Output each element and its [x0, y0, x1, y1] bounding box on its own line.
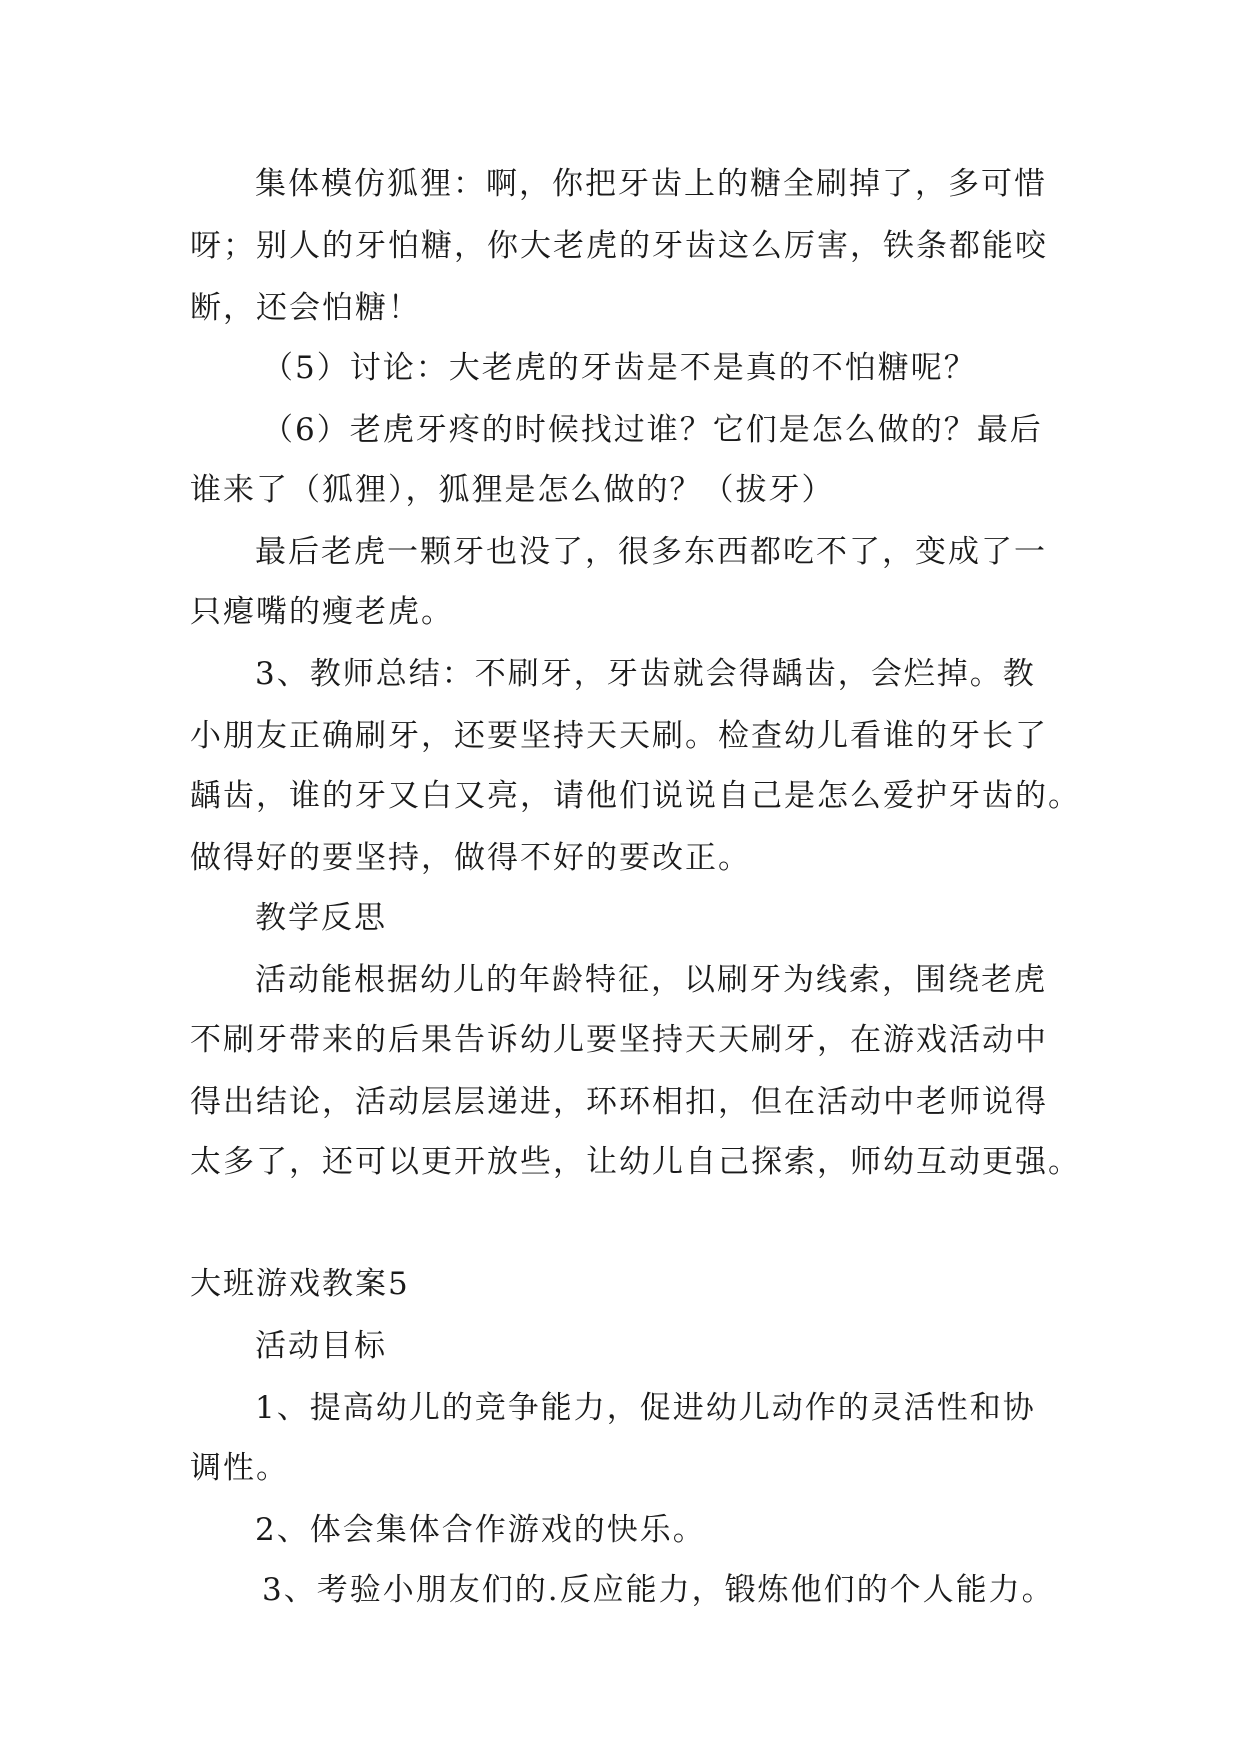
- text-line: 集体模仿狐狸：啊，你把牙齿上的糖全刷掉了，多可惜: [255, 166, 1047, 202]
- text-line: 做得好的要坚持，做得不好的要改正。: [190, 840, 751, 876]
- text-line: 调性。: [190, 1450, 289, 1486]
- text-line: 最后老虎一颗牙也没了，很多东西都吃不了，变成了一: [255, 534, 1047, 570]
- text-line: 呀；别人的牙怕糖，你大老虎的牙齿这么厉害，铁条都能咬: [190, 228, 1048, 264]
- text-line: 得出结论，活动层层递进，环环相扣，但在活动中老师说得: [190, 1084, 1048, 1120]
- section-heading: 活动目标: [255, 1328, 387, 1364]
- document-title: 大班游戏教案5: [190, 1266, 410, 1302]
- text-line: 不刷牙带来的后果告诉幼儿要坚持天天刷牙，在游戏活动中: [190, 1022, 1048, 1058]
- text-line: 谁来了（狐狸），狐狸是怎么做的？（拔牙）: [190, 472, 835, 508]
- text-line: 龋齿，谁的牙又白又亮，请他们说说自己是怎么爱护牙齿的。: [190, 778, 1081, 814]
- text-line: 小朋友正确刷牙，还要坚持天天刷。检查幼儿看谁的牙长了: [190, 718, 1048, 754]
- section-heading: 教学反思: [255, 900, 387, 936]
- text-line: 2、体会集体合作游戏的快乐。: [255, 1512, 706, 1548]
- text-line: 太多了，还可以更开放些，让幼儿自己探索，师幼互动更强。: [190, 1144, 1081, 1180]
- text-line: 1、提高幼儿的竞争能力，促进幼儿动作的灵活性和协: [255, 1390, 1036, 1426]
- text-line: 3、教师总结：不刷牙，牙齿就会得龋齿，会烂掉。教: [255, 656, 1036, 692]
- text-line: （5）讨论：大老虎的牙齿是不是真的不怕糖呢？: [262, 350, 977, 386]
- text-line: 断，还会怕糖！: [190, 290, 421, 326]
- text-line: 活动能根据幼儿的年龄特征，以刷牙为线索，围绕老虎: [255, 962, 1047, 998]
- text-line: 只瘪嘴的瘦老虎。: [190, 594, 454, 630]
- text-line: （6）老虎牙疼的时候找过谁？它们是怎么做的？最后: [262, 412, 1043, 448]
- text-line: 3、考验小朋友们的.反应能力，锻炼他们的个人能力。: [262, 1572, 1055, 1608]
